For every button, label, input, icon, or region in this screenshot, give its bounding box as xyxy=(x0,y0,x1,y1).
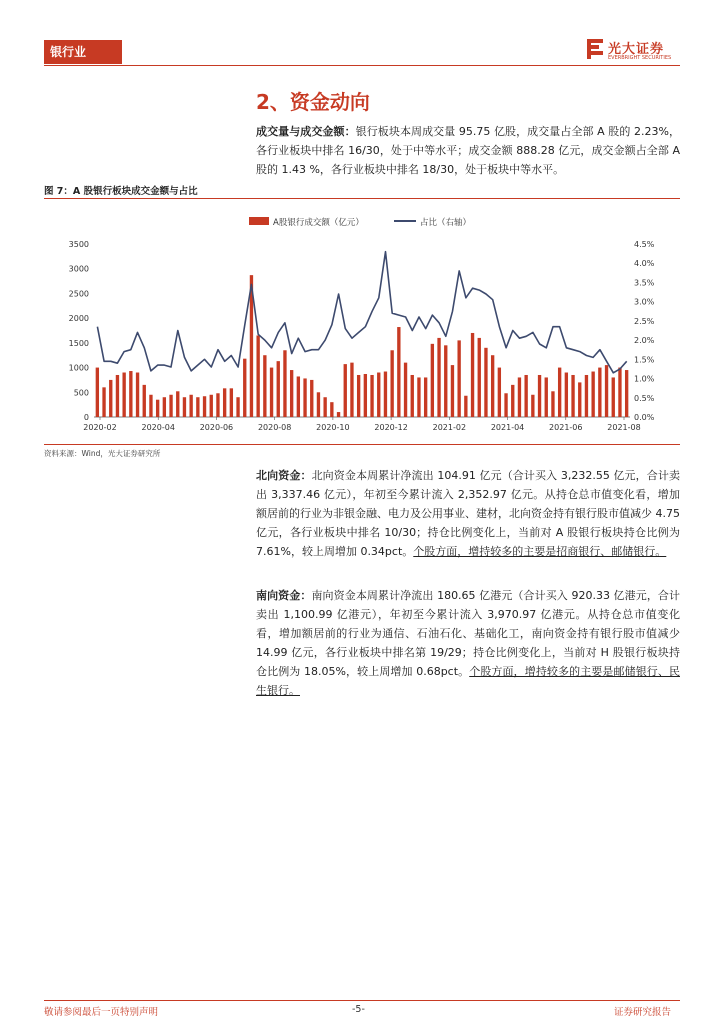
turnover-bar xyxy=(223,388,226,417)
turnover-bar xyxy=(310,380,313,417)
brand-logo-icon xyxy=(586,38,604,60)
x-tick-label: 2021-04 xyxy=(490,423,525,432)
turnover-bar xyxy=(270,368,273,417)
turnover-bar xyxy=(478,338,481,417)
turnover-bar xyxy=(618,368,621,417)
legend-label-line: 占比（右轴） xyxy=(420,218,472,228)
y-right-tick-label: 4.5% xyxy=(634,240,655,249)
turnover-bar xyxy=(122,373,125,417)
turnover-bar xyxy=(605,365,608,417)
turnover-bar xyxy=(196,397,199,417)
paragraph-lead: 南向资金： xyxy=(256,589,312,602)
turnover-bar xyxy=(504,393,507,417)
turnover-bar xyxy=(417,377,420,417)
turnover-bar xyxy=(216,393,219,417)
y-right-tick-label: 4.0% xyxy=(634,259,655,269)
legend-label-bar: A股银行成交额（亿元） xyxy=(273,218,364,228)
turnover-bar xyxy=(323,397,326,417)
turnover-bar xyxy=(565,373,568,417)
turnover-bar xyxy=(303,378,306,417)
y-left-tick-label: 3500 xyxy=(68,240,89,249)
turnover-bar xyxy=(444,345,447,417)
turnover-bar xyxy=(263,355,266,417)
figure-top-rule xyxy=(44,198,680,199)
turnover-bar xyxy=(156,400,159,417)
turnover-bar xyxy=(397,327,400,417)
paragraph-lead: 成交量与成交金额： xyxy=(256,125,356,138)
turnover-bar xyxy=(377,373,380,417)
turnover-bar xyxy=(143,385,146,417)
turnover-bar xyxy=(236,397,239,417)
y-left-tick-label: 2000 xyxy=(68,314,89,324)
turnover-bar xyxy=(357,375,360,417)
figure-source: 资料来源：Wind，光大证券研究所 xyxy=(44,449,161,458)
turnover-bar xyxy=(571,375,574,417)
section-tag-label: 银行业 xyxy=(50,45,87,59)
paragraph-body: 北向资金本周累计净流出 104.91 亿元（合计买入 3,232.55 亿元，合计卖出 3,337.46 亿元），年初至今累计流入 2,352.97 亿元。从持仓总市值变化看，增加额居前的行业为非银金融、电力及公用事业、建材，北向资金持有银行股市值减少 4.75 亿元，各行业板块中排名 10/30；持仓比例变化上，当前对 A 股银行板块持仓比例为 7.61%，较上周增加 0.34pct。 xyxy=(256,469,681,558)
y-right-tick-label: 0.0% xyxy=(634,413,655,422)
y-right-tick-label: 3.0% xyxy=(634,297,655,307)
brand-logo xyxy=(586,38,686,64)
turnover-bar xyxy=(498,368,501,417)
header-rule xyxy=(44,65,680,66)
brand-name-en: EVERBRIGHT SECURITIES xyxy=(608,55,672,61)
turnover-bar xyxy=(297,376,300,417)
turnover-bar xyxy=(350,363,353,417)
share-line xyxy=(97,252,626,373)
turnover-bar xyxy=(230,388,233,417)
turnover-bar xyxy=(102,387,105,417)
y-right-tick-label: 2.5% xyxy=(634,316,655,326)
turnover-bar xyxy=(370,375,373,417)
y-right-tick-label: 2.0% xyxy=(634,336,655,346)
turnover-bar xyxy=(116,375,119,417)
turnover-bar xyxy=(243,359,246,417)
paragraph-body: 银行板块本周成交量 95.75 亿股，成交量占全部 A 股的 2.23%，各行业板块中排名 16/30，处于中等水平；成交金额 888.28 亿元，成交金额占全部 A 股的 1.43 %，各行业板块中排名 18/30，处于板块中等水平。 xyxy=(256,125,680,176)
turnover-bar xyxy=(290,370,293,417)
turnover-bar xyxy=(169,395,172,417)
paragraph-volume xyxy=(256,122,680,179)
x-tick-label: 2020-06 xyxy=(199,423,234,432)
turnover-bar xyxy=(431,344,434,417)
turnover-bar xyxy=(491,355,494,417)
bank-turnover-chart xyxy=(44,200,680,440)
turnover-bar xyxy=(210,395,213,417)
turnover-bar xyxy=(451,365,454,417)
turnover-bar xyxy=(129,371,132,417)
turnover-bar xyxy=(524,375,527,417)
turnover-bar xyxy=(109,380,112,417)
legend-swatch-bar xyxy=(249,217,269,225)
turnover-bar xyxy=(364,374,367,417)
turnover-bar xyxy=(183,397,186,417)
turnover-bar xyxy=(203,396,206,417)
y-right-tick-label: 1.0% xyxy=(634,374,655,384)
chart-legend xyxy=(249,217,471,228)
turnover-bar xyxy=(330,402,333,417)
turnover-bar xyxy=(424,377,427,417)
y-right-tick-label: 0.5% xyxy=(634,393,655,403)
share-line-path xyxy=(97,252,626,373)
y-right-tick-label: 3.5% xyxy=(634,278,655,288)
turnover-bar xyxy=(404,363,407,417)
turnover-bar xyxy=(585,375,588,417)
turnover-bar xyxy=(484,348,487,417)
x-tick-label: 2021-08 xyxy=(607,423,641,432)
turnover-bar xyxy=(277,361,280,417)
x-tick-label: 2021-06 xyxy=(549,423,583,432)
turnover-bar xyxy=(136,373,139,417)
turnover-bar xyxy=(437,338,440,417)
turnover-bar xyxy=(598,368,601,417)
turnover-bar xyxy=(518,377,521,417)
paragraph-lead: 北向资金： xyxy=(256,469,312,482)
x-tick-label: 2020-02 xyxy=(83,423,117,432)
turnover-bar xyxy=(149,395,152,417)
turnover-bar xyxy=(189,395,192,417)
y-left-tick-label: 500 xyxy=(73,388,89,398)
turnover-bar xyxy=(578,382,581,417)
x-tick-label: 2020-10 xyxy=(316,423,350,432)
turnover-bar xyxy=(612,377,615,417)
turnover-bar xyxy=(390,350,393,417)
turnover-bar xyxy=(457,340,460,417)
y-left-tick-label: 3000 xyxy=(68,264,89,274)
x-tick-label: 2020-04 xyxy=(141,423,175,432)
footer-rule xyxy=(44,1000,680,1001)
x-tick-label: 2020-08 xyxy=(257,423,292,432)
page-number: -5- xyxy=(352,1004,365,1015)
y-right-tick-label: 1.5% xyxy=(634,355,655,365)
turnover-bar xyxy=(283,350,286,417)
y-left-tick-label: 1500 xyxy=(68,338,89,348)
paragraph-highlight: 个股方面，增持较多的主要是招商银行、邮储银行。 xyxy=(413,545,667,558)
y-left-tick-label: 0 xyxy=(83,413,89,422)
turnover-bar xyxy=(531,395,534,417)
turnover-bar xyxy=(337,412,340,417)
figure-bottom-rule xyxy=(44,444,680,445)
paragraph-southbound xyxy=(256,586,680,700)
turnover-bar xyxy=(625,370,628,417)
turnover-bar xyxy=(558,368,561,417)
turnover-bar xyxy=(96,368,99,417)
section-tag xyxy=(44,40,122,64)
y-left-tick-label: 2500 xyxy=(68,289,89,299)
turnover-bar xyxy=(545,377,548,417)
turnover-bar xyxy=(256,335,259,417)
section-title: 2、资金动向 xyxy=(256,90,370,114)
turnover-bar xyxy=(591,372,594,417)
turnover-bar xyxy=(163,397,166,417)
turnover-bar xyxy=(511,385,514,417)
footer-disclaimer: 敬请参阅最后一页特别声明 xyxy=(44,1007,159,1018)
turnover-bar xyxy=(538,375,541,417)
figure-caption: 图 7：A 股银行板块成交金额与占比 xyxy=(44,186,198,197)
paragraph-highlight: 个股方面，增持较多的主要是邮储银行、民生银行。 xyxy=(256,665,680,697)
x-tick-label: 2020-12 xyxy=(374,423,408,432)
turnover-bar xyxy=(471,333,474,417)
brand-name: 光大证券 xyxy=(608,42,665,57)
turnover-bar xyxy=(411,375,414,417)
turnover-bar xyxy=(384,372,387,417)
paragraph-body: 南向资金本周累计净流出 180.65 亿港元（合计买入 920.33 亿港元，合计卖出 1,100.99 亿港元），年初至今累计流入 3,970.97 亿港元。从持仓总市值变化看，增加额居前的行业为通信、石油石化、基础化工，南向资金持有银行股市值减少 14.99 亿元，各行业板块中排名第 19/29；持仓比例变化上，当前对 H 股银行板块持仓比例为 18.05%，较上周增加 0.68pct。 xyxy=(256,589,681,678)
turnover-bar xyxy=(317,392,320,417)
paragraph-northbound xyxy=(256,466,680,561)
turnover-bar xyxy=(176,391,179,417)
y-left-tick-label: 1000 xyxy=(68,363,89,373)
turnover-bar xyxy=(344,364,347,417)
turnover-bar xyxy=(551,391,554,417)
x-tick-label: 2021-02 xyxy=(432,423,467,432)
footer-report-type: 证券研究报告 xyxy=(614,1007,672,1018)
turnover-bar xyxy=(464,396,467,417)
